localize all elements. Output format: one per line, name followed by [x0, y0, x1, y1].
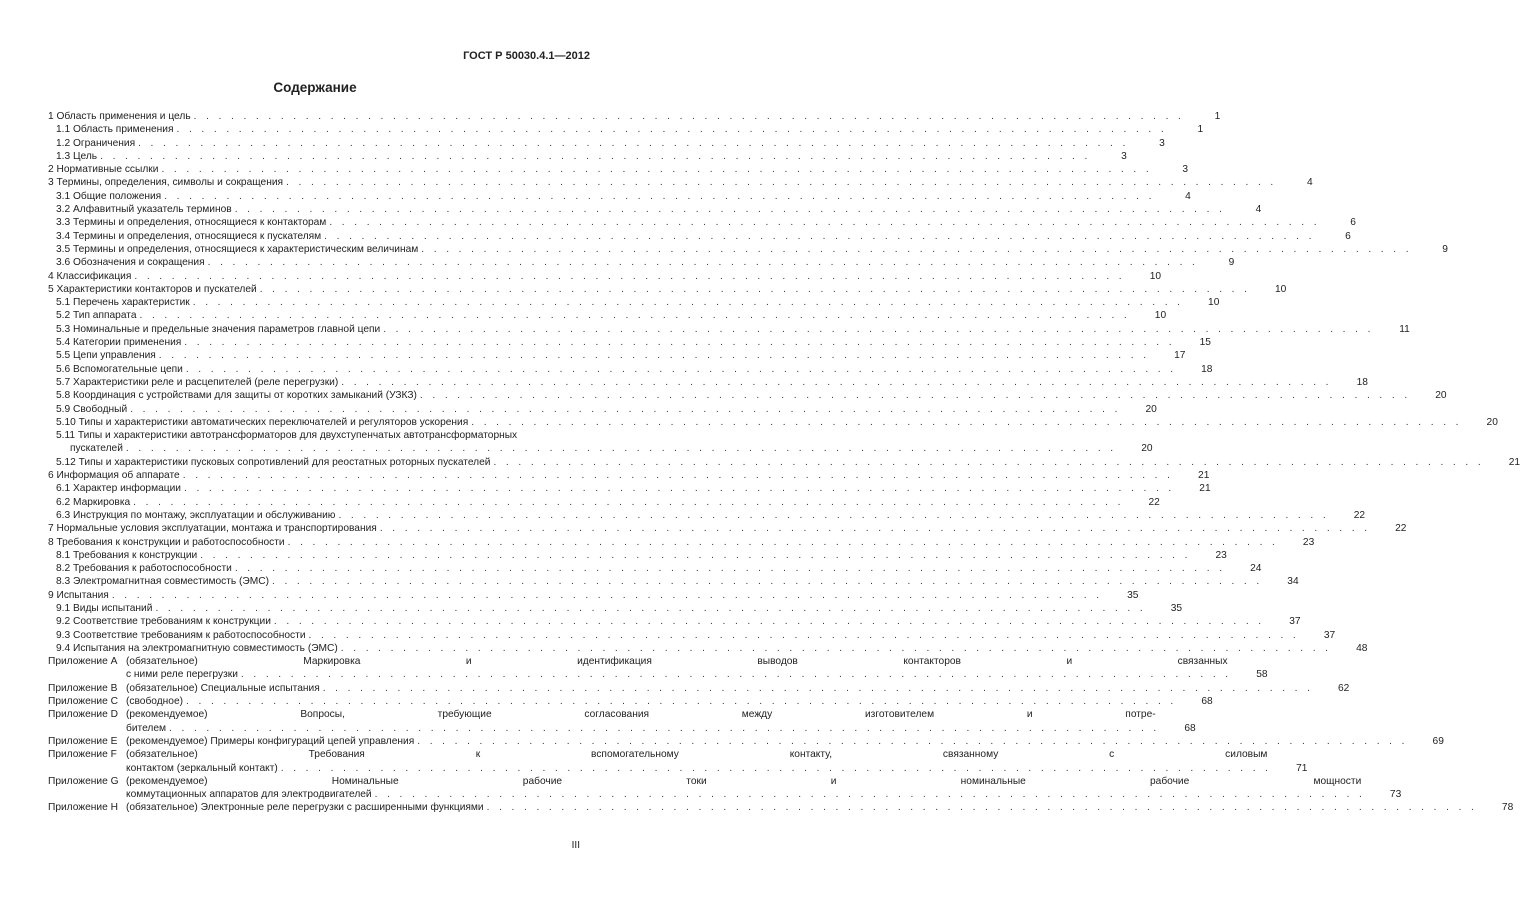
appendix-line: [126, 708, 1196, 721]
toc-entry-line: [56, 336, 1211, 349]
document-code: ГОСТ Р 50030.4.1—2012: [463, 50, 590, 62]
toc-entry-line: [56, 442, 1153, 455]
dot-leader: . . . . . . . . . . . . . . . . . . . . . . . . . . . . . . . . . . . . . . . . . . . . . . . . . . . . . . . . . . . . . . . . . . . . . . . . . . . . . . . .: [234, 204, 1226, 216]
toc-entry-line: [56, 629, 1336, 642]
appendix-page: 62: [1338, 682, 1350, 694]
toc-entry-page: 35: [1127, 589, 1139, 601]
appendix-page: 78: [1501, 802, 1514, 814]
toc-entry-title: 5.5 Цепи управления: [56, 350, 156, 362]
toc-entry[interactable]: [48, 363, 1213, 376]
appendix-entry[interactable]: [48, 775, 1402, 802]
toc-entry-page: 3: [1182, 164, 1189, 176]
toc-entry-title: 6.2 Маркировка: [56, 496, 131, 508]
toc-entry-line: [56, 216, 1356, 229]
toc-entry[interactable]: [48, 283, 1287, 296]
toc-entry-line: [56, 296, 1220, 309]
toc-entry-line: [56, 615, 1301, 628]
dot-leader: . . . . . . . . . . . . . . . . . . . . . . . . . . . . . . . . . . . . . . . . . . . . . . . . . . . . . . . . . . . . . . . . . . . . . . . . . . . . . . . .: [125, 443, 1117, 455]
toc-entry-page: 1: [1214, 111, 1221, 122]
toc-entry[interactable]: [48, 469, 1210, 482]
toc-entry-page: 20: [1486, 416, 1498, 428]
dot-leader: . . . . . . . . . . . . . . . . . . . . . . . . . . . . . . . . . . . . . . . . . . . . . . . . . . . . . . . . . . . . . . . . . . . . . . . . . . . . . . . .: [383, 323, 1374, 335]
dot-leader: . . . . . . . . . . . . . . . . . . . . . . . . . . . . . . . . . . . . . . . . . . . . . . . . . . . . . . . . . . . . . . . . . . . . . . . . . . . . . . . .: [176, 124, 1168, 136]
appendix-title: (обязательное) Электронные реле перегрузки с расширенными функциями: [126, 802, 484, 814]
appendix-entry[interactable]: [48, 801, 1514, 814]
appendix-page: 73: [1389, 789, 1402, 801]
dot-leader: . . . . . . . . . . . . . . . . . . . . . . . . . . . . . . . . . . . . . . . . . . . . . . . . . . . . . . . . . . . . . . . . . . . . . . . . . . . . . . . .: [133, 496, 1124, 508]
toc-entry-line: [56, 482, 1211, 495]
appendix-page: 71: [1296, 762, 1308, 774]
toc-entry[interactable]: [48, 575, 1299, 588]
appendix-label: Приложение B: [48, 682, 118, 694]
appendix-title: бителем: [126, 722, 167, 734]
dot-leader: . . . . . . . . . . . . . . . . . . . . . . . . . . . . . . . . . . . . . . . . . . . . . . . . . . . . . . . . . . . . . . . . . . . . . . . . . . . . . . . .: [158, 350, 1150, 362]
dot-leader: . . . . . . . . . . . . . . . . . . . . . . . . . . . . . . . . . . . . . . . . . . . . . . . . . . . . . . . . . . . . . . . . . . . . . . . . . . . . . . . .: [308, 629, 1300, 641]
dot-leader: . . . . . . . . . . . . . . . . . . . . . . . . . . . . . . . . . . . . . . . . . . . . . . . . . . . . . . . . . . . . . . . . . . . . . . . . . . . . . . . .: [379, 523, 1371, 535]
appendix-label: Приложение F: [48, 749, 117, 761]
toc-entry[interactable]: [48, 216, 1356, 229]
appendix-label: Приложение G: [48, 775, 119, 787]
toc-entry-line: [56, 509, 1366, 522]
appendix-entry[interactable]: [48, 655, 1268, 682]
toc-entry-line: [56, 403, 1157, 416]
appendix-line: [126, 722, 1196, 735]
dot-leader: . . . . . . . . . . . . . . . . . . . . . . . . . . . . . . . . . . . . . . . . . . . . . . . . . . . . . . . . . . . . . . . . . . . . . . . . . . . . . . . .: [280, 762, 1272, 774]
toc-entry-page: 22: [1353, 509, 1366, 521]
dot-leader: . . . . . . . . . . . . . . . . . . . . . . . . . . . . . . . . . . . . . . . . . . . . . . . . . . . . . . . . . . . . . . . . . . . . . . . . . . . . . . . .: [185, 363, 1177, 375]
toc-entry-page: 10: [1275, 283, 1287, 295]
toc-entry[interactable]: [48, 309, 1167, 322]
appendix-line: [126, 801, 1513, 814]
toc-entry[interactable]: [48, 230, 1351, 243]
appendix-line: [126, 682, 1349, 695]
toc-entry-title: 5.3 Номинальные и предельные значения параметров главной цепи: [56, 323, 381, 335]
appendix-body: [126, 801, 1513, 814]
appendix-entry[interactable]: [48, 682, 1350, 695]
toc-entry-page: 35: [1170, 602, 1183, 614]
dot-leader: . . . . . . . . . . . . . . . . . . . . . . . . . . . . . . . . . . . . . . . . . . . . . . . . . . . . . . . . . . . . . . . . . . . . . . . . . . . . . . . .: [184, 337, 1175, 349]
toc-entry-page: 18: [1201, 363, 1213, 375]
toc-entry[interactable]: [48, 137, 1165, 150]
dot-leader: . . . . . . . . . . . . . . . . . . . . . . . . . . . . . . . . . . . . . . . . . . . . . . . . . . . . . . . . . . . . . . . . . . . . . . . . . . . . . . . .: [271, 576, 1263, 588]
dot-leader: . . . . . . . . . . . . . . . . . . . . . . . . . . . . . . . . . . . . . . . . . . . . . . . . . . . . . . . . . . . . . . . . . . . . . . . . . . . . . . . .: [340, 642, 1332, 654]
toc-entry-title: 9.4 Испытания на электромагнитную совместимость (ЭМС): [56, 642, 338, 654]
toc-entry[interactable]: [48, 456, 1520, 469]
toc-entry-page: 9: [1442, 243, 1448, 255]
toc-entry[interactable]: [48, 482, 1211, 495]
toc-entry-page: 20: [1435, 390, 1447, 402]
appendix-title: коммутационных аппаратов для электродвигателей: [126, 789, 372, 801]
toc-entry-title: 3.6 Обозначения и сокращения: [56, 257, 205, 269]
dot-leader: . . . . . . . . . . . . . . . . . . . . . . . . . . . . . . . . . . . . . . . . . . . . . . . . . . . . . . . . . . . . . . . . . . . . . . . . . . . . . . . .: [111, 589, 1103, 601]
appendix-body: [126, 708, 1196, 735]
toc-entry[interactable]: [48, 416, 1498, 429]
appendix-title: с ними реле перегрузки: [126, 669, 238, 681]
toc-entry-title: 5.11 Типы и характеристики автотрансформаторов для двухступенчатых автотрансформаторных: [56, 430, 518, 442]
toc-entry-title: 4 Классификация: [48, 270, 132, 282]
toc-entry-title: 1 Область применения и цель: [48, 111, 191, 122]
toc-entry-page: 21: [1508, 456, 1520, 468]
toc-entry-title: 3.4 Термины и определения, относящиеся к пускателям: [56, 230, 322, 242]
dot-leader: . . . . . . . . . . . . . . . . . . . . . . . . . . . . . . . . . . . . . . . . . . . . . . . . . . . . . . . . . . . . . . . . . . . . . . . . . . . . . . . .: [207, 257, 1199, 269]
dot-leader: . . . . . . . . . . . . . . . . . . . . . . . . . . . . . . . . . . . . . . . . . . . . . . . . . . . . . . . . . . . . . . . . . . . . . . . . . . . . . . . .: [186, 696, 1177, 708]
toc-entry[interactable]: [48, 536, 1315, 549]
page-number: III: [571, 840, 580, 851]
toc-entry[interactable]: [48, 270, 1162, 283]
toc-entry-title: 5 Характеристики контакторов и пускателей: [48, 283, 257, 295]
dot-leader: . . . . . . . . . . . . . . . . . . . . . . . . . . . . . . . . . . . . . . . . . . . . . . . . . . . . . . . . . . . . . . . . . . . . . . . . . . . . . . . .: [486, 802, 1478, 814]
appendix-body: [126, 735, 1444, 748]
toc-entry-title: 5.7 Характеристики реле и расцепителей (реле перегрузки): [56, 376, 339, 388]
dot-leader: . . . . . . . . . . . . . . . . . . . . . . . . . . . . . . . . . . . . . . . . . . . . . . . . . . . . . . . . . . . . . . . . . . . . . . . . . . . . . . . .: [324, 230, 1315, 242]
toc-entry-title: 5.9 Свободный: [56, 403, 128, 415]
appendix-line: [126, 668, 1268, 681]
toc-entry-line: [48, 522, 1407, 535]
toc-entry[interactable]: [48, 110, 1221, 123]
toc-entry-line: [56, 243, 1448, 256]
toc-entry-title: 2 Нормативные ссылки: [48, 164, 159, 176]
page-title: Содержание: [273, 80, 357, 95]
dot-leader: . . . . . . . . . . . . . . . . . . . . . . . . . . . . . . . . . . . . . . . . . . . . . . . . . . . . . . . . . . . . . . . . . . . . . . . . . . . . . . . .: [493, 456, 1485, 468]
toc-entry[interactable]: [48, 256, 1235, 269]
appendix-line: [126, 762, 1307, 775]
toc-entry-page: 10: [1208, 297, 1220, 309]
toc-entry-page: 1: [1197, 124, 1204, 136]
dot-leader: . . . . . . . . . . . . . . . . . . . . . . . . . . . . . . . . . . . . . . . . . . . . . . . . . . . . . . . . . . . . . . . . . . . . . . . . . . . . . . . .: [130, 403, 1121, 415]
toc-entry-title: 8.3 Электромагнитная совместимость (ЭМС): [56, 576, 269, 588]
toc-entry-line: [48, 283, 1287, 296]
toc-entry-page: 15: [1199, 337, 1211, 349]
toc-entry-line: [48, 589, 1139, 602]
appendix-entry[interactable]: [48, 695, 1213, 708]
toc-entry-title: 9.1 Виды испытаний: [56, 602, 153, 614]
toc-entry-line: [48, 536, 1315, 549]
toc-entry-line: [56, 575, 1299, 588]
dot-leader: . . . . . . . . . . . . . . . . . . . . . . . . . . . . . . . . . . . . . . . . . . . . . . . . . . . . . . . . . . . . . . . . . . . . . . . . . . . . . . . .: [139, 310, 1131, 322]
toc-entry-page: 22: [1395, 523, 1407, 535]
toc-entry-title: 8.1 Требования к конструкции: [56, 549, 198, 561]
appendix-title: (свободное): [126, 696, 184, 708]
toc-entry-title: 3 Термины, определения, символы и сокращения: [48, 177, 284, 189]
toc-entry-title: 9.2 Соответствие требованиям к конструкции: [56, 616, 271, 628]
appendix-body: [126, 695, 1213, 708]
toc-entry[interactable]: [48, 403, 1157, 416]
toc-entry-page: 10: [1149, 270, 1162, 282]
toc-entry-page: 3: [1121, 150, 1127, 162]
toc-entry-line: [56, 416, 1498, 429]
dot-leader: . . . . . . . . . . . . . . . . . . . . . . . . . . . . . . . . . . . . . . . . . . . . . . . . . . . . . . . . . . . . . . . . . . . . . . . . . . . . . . . .: [134, 270, 1126, 282]
toc-entry-page: 9: [1228, 257, 1235, 269]
dot-leader: . . . . . . . . . . . . . . . . . . . . . . . . . . . . . . . . . . . . . . . . . . . . . . . . . . . . . . . . . . . . . . . . . . . . . . . . . . . . . . . .: [161, 164, 1153, 176]
toc-entry-page: 11: [1399, 323, 1410, 335]
appendix-line: [126, 748, 1307, 761]
appendix-page: 68: [1184, 722, 1196, 734]
toc-entry-line: [56, 150, 1127, 163]
toc-entry-page: 21: [1199, 483, 1211, 495]
toc-entry-line: [56, 642, 1368, 655]
toc-entry-page: 24: [1250, 563, 1262, 575]
toc-entry-page: 22: [1148, 496, 1160, 508]
toc-entry-page: 20: [1141, 443, 1153, 455]
toc-entry[interactable]: [48, 522, 1407, 535]
toc-entry[interactable]: [48, 349, 1186, 362]
toc-entry-title: 3.3 Термины и определения, относящиеся к контакторам: [56, 217, 327, 229]
toc-entry-line: [56, 203, 1262, 216]
toc-entry-title: 6 Информация об аппарате: [48, 470, 180, 482]
appendix-page: 69: [1432, 735, 1444, 747]
toc-entry-title: 3.2 Алфавитный указатель терминов: [56, 204, 232, 216]
toc-entry-title: 7 Нормальные условия эксплуатации, монтажа и транспортирования: [48, 523, 377, 535]
appendix-line: [126, 788, 1401, 801]
toc-entry[interactable]: [48, 123, 1204, 136]
dot-leader: . . . . . . . . . . . . . . . . . . . . . . . . . . . . . . . . . . . . . . . . . . . . . . . . . . . . . . . . . . . . . . . . . . . . . . . . . . . . . . . .: [100, 150, 1091, 162]
dot-leader: . . . . . . . . . . . . . . . . . . . . . . . . . . . . . . . . . . . . . . . . . . . . . . . . . . . . . . . . . . . . . . . . . . . . . . . . . . . . . . . .: [138, 137, 1129, 149]
toc-entry-line: [48, 270, 1162, 283]
appendix-line: [126, 735, 1444, 748]
appendix-line: [126, 695, 1213, 708]
toc-entry-page: 23: [1302, 536, 1315, 548]
appendix-title: (рекомендуемое) Вопросы, требующие согласования между изготовителем и потре-: [126, 709, 1156, 721]
toc-entry-page: 10: [1154, 310, 1167, 322]
appendix-line: [126, 655, 1268, 668]
toc-entry-line: [56, 562, 1262, 575]
dot-leader: . . . . . . . . . . . . . . . . . . . . . . . . . . . . . . . . . . . . . . . . . . . . . . . . . . . . . . . . . . . . . . . . . . . . . . . . . . . . . . . .: [164, 190, 1155, 202]
dot-leader: . . . . . . . . . . . . . . . . . . . . . . . . . . . . . . . . . . . . . . . . . . . . . . . . . . . . . . . . . . . . . . . . . . . . . . . . . . . . . . . .: [341, 376, 1332, 388]
toc-entry-line: [56, 309, 1167, 322]
toc-entry-page: 3: [1159, 137, 1165, 149]
dot-leader: . . . . . . . . . . . . . . . . . . . . . . . . . . . . . . . . . . . . . . . . . . . . . . . . . . . . . . . . . . . . . . . . . . . . . . . . . . . . . . . .: [259, 283, 1251, 295]
dot-leader: . . . . . . . . . . . . . . . . . . . . . . . . . . . . . . . . . . . . . . . . . . . . . . . . . . . . . . . . . . . . . . . . . . . . . . . . . . . . . . . .: [273, 616, 1265, 628]
toc-entry-line: [48, 110, 1221, 123]
toc-entry-line: [56, 137, 1165, 150]
dot-leader: . . . . . . . . . . . . . . . . . . . . . . . . . . . . . . . . . . . . . . . . . . . . . . . . . . . . . . . . . . . . . . . . . . . . . . . . . . . . . . . .: [184, 483, 1175, 495]
toc-entry-title: пускателей: [70, 443, 123, 455]
toc-entry-title: 5.8 Координация с устройствами для защиты от коротких замыканий (УЗКЗ): [56, 390, 417, 402]
appendix-body: [126, 748, 1307, 775]
toc-entry-line: [56, 349, 1186, 362]
toc-entry-line: [56, 429, 584, 442]
dot-leader: . . . . . . . . . . . . . . . . . . . . . . . . . . . . . . . . . . . . . . . . . . . . . . . . . . . . . . . . . . . . . . . . . . . . . . . . . . . . . . . .: [421, 243, 1412, 255]
toc-entry[interactable]: [48, 150, 1127, 163]
appendix-title: контактом (зеркальный контакт): [126, 762, 278, 774]
toc-entry[interactable]: [48, 562, 1262, 575]
toc-entry-line: [56, 602, 1183, 615]
toc-entry[interactable]: [48, 509, 1366, 522]
toc-entry[interactable]: [48, 243, 1448, 256]
toc-entry-title: 1.3 Цель: [56, 150, 98, 162]
dot-leader: . . . . . . . . . . . . . . . . . . . . . . . . . . . . . . . . . . . . . . . . . . . . . . . . . . . . . . . . . . . . . . . . . . . . . . . . . . . . . . . .: [192, 297, 1184, 309]
dot-leader: . . . . . . . . . . . . . . . . . . . . . . . . . . . . . . . . . . . . . . . . . . . . . . . . . . . . . . . . . . . . . . . . . . . . . . . . . . . . . . . .: [287, 536, 1279, 548]
toc-entry-line: [56, 323, 1410, 336]
toc-entry-title: 6.3 Инструкция по монтажу, эксплуатации и обслуживанию: [56, 509, 336, 521]
toc-entry[interactable]: [48, 176, 1313, 189]
appendix-title: (рекомендуемое) Примеры конфигураций цепей управления: [126, 735, 415, 747]
dot-leader: . . . . . . . . . . . . . . . . . . . . . . . . . . . . . . . . . . . . . . . . . . . . . . . . . . . . . . . . . . . . . . . . . . . . . . . . . . . . . . . .: [322, 682, 1314, 694]
toc-entry[interactable]: [48, 615, 1301, 628]
toc-entry[interactable]: [48, 642, 1368, 655]
toc-entry-line: [56, 549, 1227, 562]
toc-entry[interactable]: [48, 602, 1183, 615]
appendix-label: Приложение A: [48, 656, 118, 668]
dot-leader: . . . . . . . . . . . . . . . . . . . . . . . . . . . . . . . . . . . . . . . . . . . . . . . . . . . . . . . . . . . . . . . . . . . . . . . . . . . . . . . .: [155, 602, 1147, 614]
toc-entry-page: 17: [1174, 350, 1186, 362]
toc-entry-line: [56, 389, 1447, 402]
toc-entry-title: 5.12 Типы и характеристики пусковых сопротивлений для реостатных роторных пускателей: [56, 456, 491, 468]
toc-entry[interactable]: [48, 589, 1139, 602]
toc-entry-line: [56, 496, 1160, 509]
toc-entry-title: 5.1 Перечень характеристик: [56, 297, 190, 309]
toc-entry-page: 34: [1287, 576, 1299, 588]
appendix-body: [126, 775, 1401, 802]
toc-entry-title: 1.2 Ограничения: [56, 137, 136, 149]
appendix-page: 68: [1201, 696, 1213, 708]
toc-entry-page: 21: [1198, 470, 1210, 482]
dot-leader: . . . . . . . . . . . . . . . . . . . . . . . . . . . . . . . . . . . . . . . . . . . . . . . . . . . . . . . . . . . . . . . . . . . . . . . . . . . . . . . .: [169, 722, 1160, 734]
toc-entry-title: 8.2 Требования к работоспособности: [56, 563, 232, 575]
dot-leader: . . . . . . . . . . . . . . . . . . . . . . . . . . . . . . . . . . . . . . . . . . . . . . . . . . . . . . . . . . . . . . . . . . . . . . . . . . . . . . . .: [338, 509, 1330, 521]
appendix-title: (обязательное) Специальные испытания: [126, 682, 320, 694]
appendix-body: [126, 655, 1268, 682]
toc-entry-page: 6: [1345, 230, 1351, 242]
toc-entry-title: 8 Требования к конструкции и работоспособности: [48, 536, 285, 548]
toc-entry[interactable]: [48, 163, 1189, 176]
dot-leader: . . . . . . . . . . . . . . . . . . . . . . . . . . . . . . . . . . . . . . . . . . . . . . . . . . . . . . . . . . . . . . . . . . . . . . . . . . . . . . . .: [193, 111, 1185, 122]
toc-entry-line: [48, 469, 1210, 482]
toc-entry-title: 3.1 Общие положения: [56, 190, 162, 202]
toc-entry-line: [56, 230, 1351, 243]
toc-entry-page: 48: [1356, 642, 1368, 654]
table-of-contents: [48, 110, 1520, 815]
toc-entry[interactable]: [48, 549, 1227, 562]
dot-leader: . . . . . . . . . . . . . . . . . . . . . . . . . . . . . . . . . . . . . . . . . . . . . . . . . . . . . . . . . . . . . . . . . . . . . . . . . . . . . . . .: [240, 669, 1232, 681]
toc-entry[interactable]: [48, 296, 1220, 309]
appendix-page: 58: [1256, 669, 1268, 681]
toc-entry-page: 4: [1255, 204, 1262, 216]
toc-entry[interactable]: [48, 323, 1410, 336]
toc-entry-line: [56, 190, 1191, 203]
toc-entry-page: 4: [1185, 190, 1191, 202]
appendix-entry[interactable]: [48, 735, 1444, 748]
dot-leader: . . . . . . . . . . . . . . . . . . . . . . . . . . . . . . . . . . . . . . . . . . . . . . . . . . . . . . . . . . . . . . . . . . . . . . . . . . . . . . . .: [234, 563, 1226, 575]
toc-entry-title: 5.10 Типы и характеристики автоматических переключателей и регуляторов ускорения: [56, 416, 469, 428]
toc-entry-line: [56, 363, 1213, 376]
toc-entry[interactable]: [48, 190, 1191, 203]
dot-leader: . . . . . . . . . . . . . . . . . . . . . . . . . . . . . . . . . . . . . . . . . . . . . . . . . . . . . . . . . . . . . . . . . . . . . . . . . . . . . . . .: [329, 217, 1320, 229]
toc-entry-title: 9 Испытания: [48, 589, 109, 601]
dot-leader: . . . . . . . . . . . . . . . . . . . . . . . . . . . . . . . . . . . . . . . . . . . . . . . . . . . . . . . . . . . . . . . . . . . . . . . . . . . . . . . .: [417, 735, 1408, 747]
toc-entry-title: 6.1 Характер информации: [56, 483, 181, 495]
dot-leader: . . . . . . . . . . . . . . . . . . . . . . . . . . . . . . . . . . . . . . . . . . . . . . . . . . . . . . . . . . . . . . . . . . . . . . . . . . . . . . . .: [182, 470, 1174, 482]
toc-entry[interactable]: [48, 203, 1262, 216]
toc-entry-line: [56, 456, 1520, 469]
dot-leader: . . . . . . . . . . . . . . . . . . . . . . . . . . . . . . . . . . . . . . . . . . . . . . . . . . . . . . . . . . . . . . . . . . . . . . . . . . . . . . . .: [286, 177, 1277, 189]
appendix-body: [126, 682, 1349, 695]
toc-entry-page: 18: [1356, 376, 1368, 388]
toc-entry[interactable]: [48, 336, 1211, 349]
toc-entry-title: 5.2 Тип аппарата: [56, 310, 137, 322]
toc-entry-line: [56, 256, 1235, 269]
appendix-line: [126, 775, 1401, 788]
appendix-label: Приложение E: [48, 735, 118, 747]
toc-entry-page: 4: [1307, 177, 1313, 189]
toc-entry-page: 37: [1323, 629, 1336, 641]
appendix-title: (рекомендуемое) Номинальные рабочие токи и номинальные рабочие мощности: [126, 775, 1362, 787]
toc-entry-title: 5.4 Категории применения: [56, 337, 182, 349]
appendix-label: Приложение D: [48, 709, 118, 721]
appendix-label: Приложение C: [48, 696, 118, 708]
toc-entry[interactable]: [48, 629, 1336, 642]
toc-entry-title: 3.5 Термины и определения, относящиеся к характеристическим величинам: [56, 243, 419, 255]
toc-entry[interactable]: [48, 496, 1160, 509]
dot-leader: . . . . . . . . . . . . . . . . . . . . . . . . . . . . . . . . . . . . . . . . . . . . . . . . . . . . . . . . . . . . . . . . . . . . . . . . . . . . . . . .: [200, 549, 1191, 561]
toc-entry[interactable]: [48, 429, 1153, 456]
toc-entry-title: 5.6 Вспомогательные цепи: [56, 363, 183, 375]
toc-entry-line: [48, 176, 1313, 189]
toc-entry-title: 1.1 Область применения: [56, 124, 174, 136]
toc-entry-title: 9.3 Соответствие требованиям к работоспособности: [56, 629, 306, 641]
toc-entry-line: [56, 123, 1204, 136]
appendix-label: Приложение H: [48, 802, 118, 814]
appendix-entry[interactable]: [48, 708, 1196, 735]
toc-entry-page: 23: [1215, 549, 1227, 561]
toc-entry-line: [48, 163, 1189, 176]
appendix-title: (обязательное) Маркировка и идентификация выводов контакторов и связанных: [126, 656, 1228, 668]
toc-entry-page: 37: [1289, 616, 1301, 628]
toc-entry[interactable]: [48, 389, 1447, 402]
dot-leader: . . . . . . . . . . . . . . . . . . . . . . . . . . . . . . . . . . . . . . . . . . . . . . . . . . . . . . . . . . . . . . . . . . . . . . . . . . . . . . . .: [374, 789, 1366, 801]
appendix-title: (обязательное) Требования к вспомогательному контакту, связанному с силовым: [126, 749, 1268, 761]
toc-entry[interactable]: [48, 376, 1368, 389]
dot-leader: . . . . . . . . . . . . . . . . . . . . . . . . . . . . . . . . . . . . . . . . . . . . . . . . . . . . . . . . . . . . . . . . . . . . . . . . . . . . . . . .: [419, 390, 1411, 402]
dot-leader: . . . . . . . . . . . . . . . . . . . . . . . . . . . . . . . . . . . . . . . . . . . . . . . . . . . . . . . . . . . . . . . . . . . . . . . . . . . . . . . .: [471, 416, 1462, 428]
toc-entry-page: 6: [1350, 217, 1356, 229]
toc-entry-line: [56, 376, 1368, 389]
appendix-entry[interactable]: [48, 748, 1308, 775]
toc-entry-page: 20: [1145, 403, 1157, 415]
